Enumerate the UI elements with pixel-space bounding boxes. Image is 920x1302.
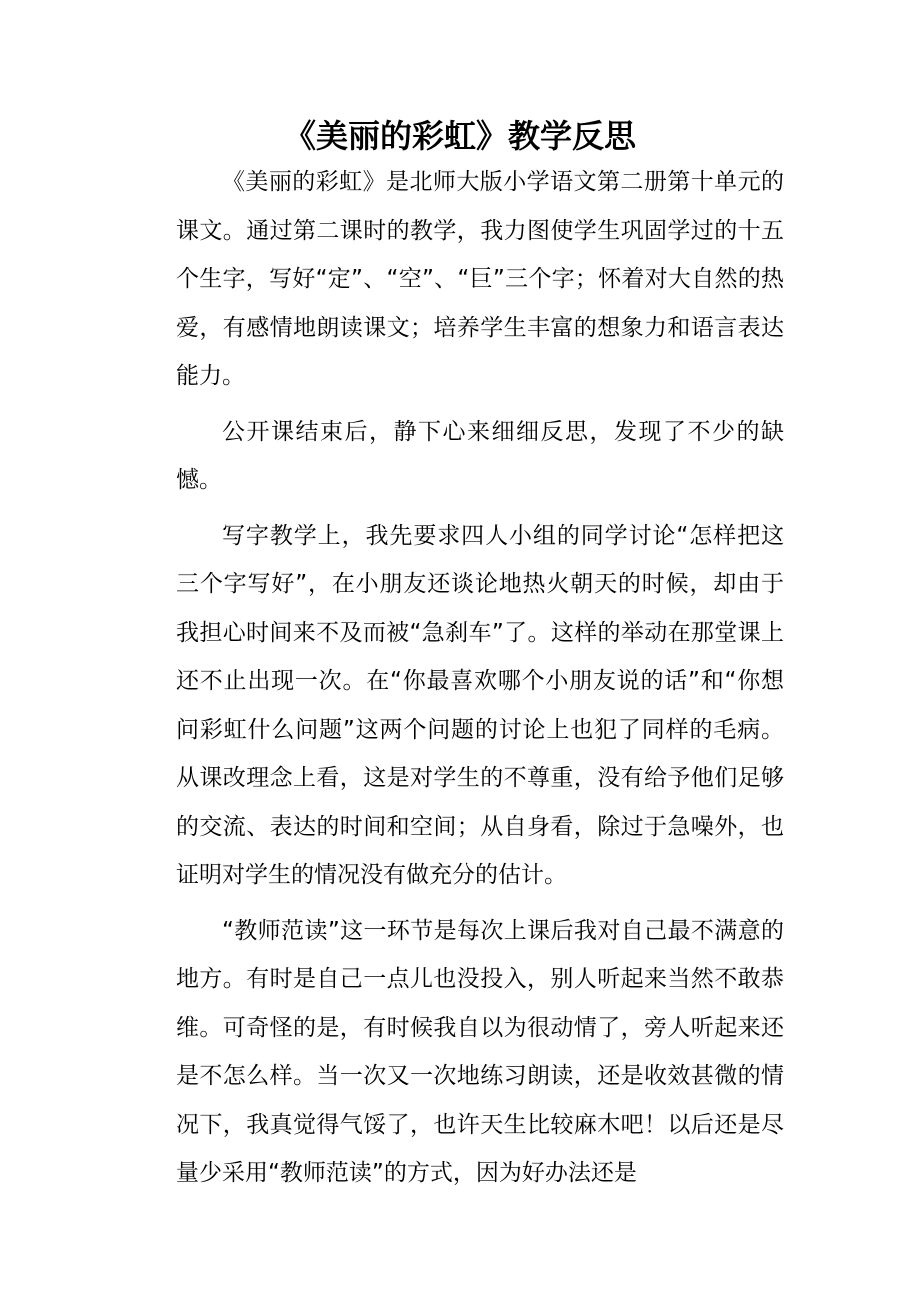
document-title: 《美丽的彩虹》教学反思 xyxy=(283,117,636,155)
paragraph-intro: 《美丽的彩虹》是北师大版小学语文第二册第十单元的课文。通过第二课时的教学，我力图使学生巩固学过的十五个生字，写好“定”、“空”、“巨”三个字；怀着对大自然的热爱，有感情地朗读课文；培养学生丰富的想象力和语言表达能力。 xyxy=(176,169,784,389)
paragraph-writing-teaching: 写字教学上，我先要求四人小组的同学讨论“怎样把这三个字写好”，在小朋友还谈论地热火朝天的时候，却由于我担心时间来不及而被“急刹车”了。这样的举动在那堂课上还不止出现一次。在“你最喜欢哪个小朋友说的话”和“你想问彩虹什么问题”这两个问题的讨论上也犯了同样的毛病。从课改理念上看，这是对学生的不尊重，没有给予他们足够的交流、表达的时间和空间；从自身看，除过于急噪外，也证明对学生的情况没有做充分的估计。 xyxy=(176,522,784,888)
paragraph-model-reading: “教师范读”这一环节是每次上课后我对自己最不满意的地方。有时是自己一点儿也没投入，别人听起来当然不敢恭维。可奇怪的是，有时候我自以为很动情了，旁人听起来还是不怎么样。当一次又一次地练习朗读，还是收效甚微的情况下，我真觉得气馁了，也许天生比较麻木吧！以后还是尽量少采用“教师范读”的方式，因为好办法还是 xyxy=(176,917,784,1186)
paragraph-reflection-opening: 公开课结束后，静下心来细细反思，发现了不少的缺憾。 xyxy=(176,418,784,493)
document-body xyxy=(176,158,784,1198)
